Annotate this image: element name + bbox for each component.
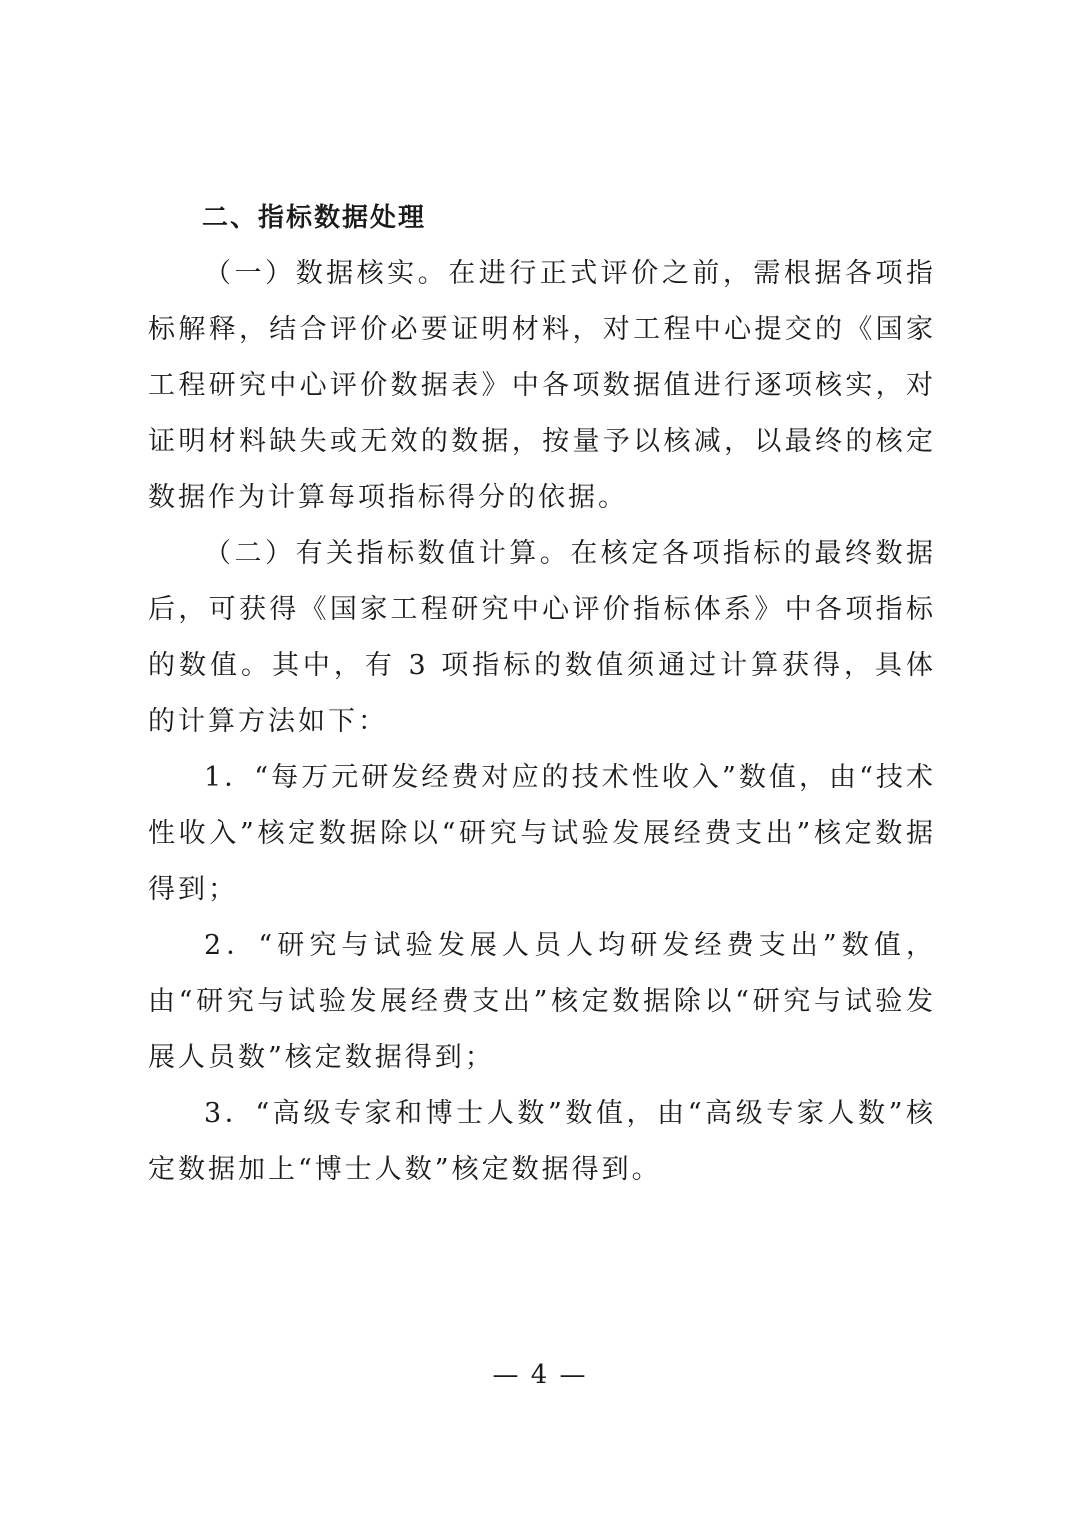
- document-body: [148, 190, 936, 1198]
- paragraph-label-indicator-calculation: （二）有关指标数值计算: [204, 538, 540, 569]
- paragraph-text-indicator-calculation: 。在核定各项指标的最终数据后，可获得《国家工程研究中心评价指标体系》中各项指标的数值。其中，有 3 项指标的数值须通过计算获得，具体的计算方法如下：: [148, 538, 937, 737]
- section-heading: 二、指标数据处理: [202, 203, 427, 233]
- paragraph-indicator-calculation: [148, 526, 936, 750]
- page-number: — 4 —: [492, 1360, 588, 1390]
- list-item-2: 2．“研究与试验发展人员人均研发经费支出”数值，由“研究与试验发展经费支出”核定数据除以“研究与试验发展人员数”核定数据得到；: [148, 930, 936, 1073]
- paragraph-text-data-verification: 。在进行正式评价之前，需根据各项指标解释，结合评价必要证明材料，对工程中心提交的《国家工程研究中心评价数据表》中各项数据值进行逐项核实，对证明材料缺失或无效的数据，按量予以核减，以最终的核定数据作为计算每项指标得分的依据。: [148, 258, 937, 513]
- list-item-3: 3．“高级专家和博士人数”数值，由“高级专家人数”核定数据加上“博士人数”核定数据得到。: [148, 1098, 936, 1185]
- list-item-1: 1．“每万元研发经费对应的技术性收入”数值，由“技术性收入”核定数据除以“研究与试验发展经费支出”核定数据得到；: [148, 762, 936, 905]
- paragraph-data-verification: [148, 246, 936, 526]
- paragraph-label-data-verification: （一）数据核实: [204, 258, 418, 289]
